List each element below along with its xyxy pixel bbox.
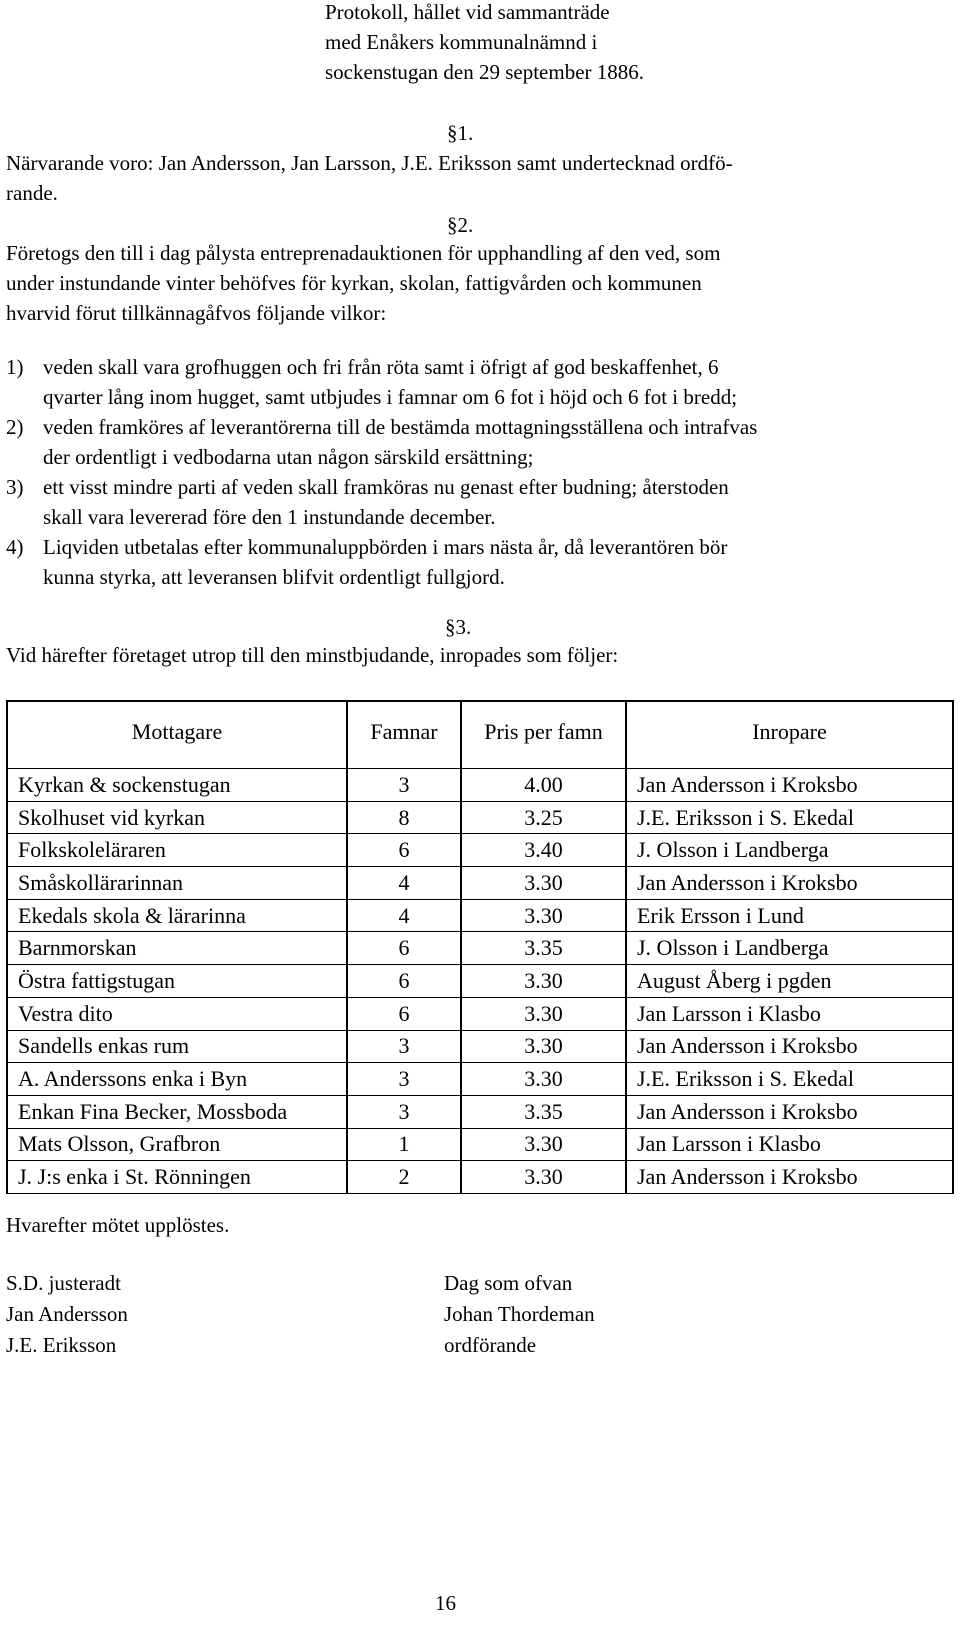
title-line: med Enåkers kommunalnämnd i <box>325 30 598 54</box>
condition-number: 1) <box>6 355 24 379</box>
signature-line: ordförande <box>444 1333 537 1357</box>
section-1-line: rande. <box>6 181 58 205</box>
table-row <box>7 834 953 867</box>
cell-recipient: Vestra dito <box>7 997 347 1030</box>
signature-line: Dag som ofvan <box>444 1271 573 1295</box>
cell-recipient: Östra fattigstugan <box>7 965 347 998</box>
signature-line: Jan Andersson <box>6 1302 128 1326</box>
table-row <box>7 899 953 932</box>
table-row <box>7 965 953 998</box>
cell-recipient: J. J:s enka i St. Rönningen <box>7 1161 347 1194</box>
table-row <box>7 1095 953 1128</box>
page-number: 16 <box>435 1591 456 1615</box>
condition-line: veden skall vara grofhuggen och fri från röta samt i öfrigt af god beskaffenhet, 6 <box>43 355 719 379</box>
protocol-title <box>325 0 644 87</box>
closing-statement: Hvarefter mötet upplöstes. <box>6 1213 230 1237</box>
table-header-row <box>7 701 953 762</box>
table-row <box>7 801 953 834</box>
cell-price: 3.40 <box>461 834 626 867</box>
cell-famnar: 4 <box>347 899 461 932</box>
section-2-line: hvarvid förut tillkännagåfvos följande vilkor: <box>6 301 387 325</box>
signature-line: Johan Thordeman <box>444 1302 595 1326</box>
cell-famnar: 6 <box>347 834 461 867</box>
cell-recipient: Folkskoleläraren <box>7 834 347 867</box>
cell-famnar: 4 <box>347 867 461 900</box>
signature-block-right <box>444 1268 595 1361</box>
section-1-mark: §1. <box>447 121 474 145</box>
title-line: sockenstugan den 29 september 1886. <box>325 60 645 84</box>
cell-bidder: Jan Andersson i Kroksbo <box>626 867 953 900</box>
cell-bidder: Jan Andersson i Kroksbo <box>626 1161 953 1194</box>
cell-price: 3.30 <box>461 1128 626 1161</box>
cell-bidder: Jan Andersson i Kroksbo <box>626 769 953 802</box>
table-row <box>7 1030 953 1063</box>
bids-table <box>6 700 954 1194</box>
cell-bidder: J.E. Eriksson i S. Ekedal <box>626 801 953 834</box>
cell-price: 3.35 <box>461 932 626 965</box>
condition-number: 4) <box>6 535 24 559</box>
cell-famnar: 6 <box>347 997 461 1030</box>
condition-line: Liqviden utbetalas efter kommunaluppbörden i mars nästa år, då leverantören bör <box>43 535 728 559</box>
cell-bidder: J. Olsson i Landberga <box>626 932 953 965</box>
cell-recipient: Skolhuset vid kyrkan <box>7 801 347 834</box>
header-bidder: Inropare <box>626 701 953 762</box>
condition-number: 3) <box>6 475 24 499</box>
table-row <box>7 997 953 1030</box>
cell-recipient: Ekedals skola & lärarinna <box>7 899 347 932</box>
cell-recipient: A. Anderssons enka i Byn <box>7 1063 347 1096</box>
cell-famnar: 3 <box>347 1063 461 1096</box>
section-2-text <box>6 238 954 328</box>
section-2-line: under instundande vinter behöfves för kyrkan, skolan, fattigvården och kommunen <box>6 271 702 295</box>
cell-price: 3.30 <box>461 965 626 998</box>
cell-price: 4.00 <box>461 769 626 802</box>
cell-price: 3.30 <box>461 867 626 900</box>
cell-bidder: Jan Andersson i Kroksbo <box>626 1095 953 1128</box>
table-row <box>7 932 953 965</box>
table-row <box>7 769 953 802</box>
cell-famnar: 8 <box>347 801 461 834</box>
header-recipient: Mottagare <box>7 701 347 762</box>
signature-line: J.E. Eriksson <box>6 1333 117 1357</box>
table-row <box>7 1161 953 1194</box>
section-3-mark: §3. <box>445 615 472 639</box>
cell-price: 3.30 <box>461 1063 626 1096</box>
table-row <box>7 867 953 900</box>
table-row <box>7 1063 953 1096</box>
cell-recipient: Barnmorskan <box>7 932 347 965</box>
cell-famnar: 1 <box>347 1128 461 1161</box>
cell-bidder: Jan Andersson i Kroksbo <box>626 1030 953 1063</box>
cell-price: 3.35 <box>461 1095 626 1128</box>
cell-famnar: 6 <box>347 932 461 965</box>
header-price: Pris per famn <box>461 701 626 762</box>
cell-famnar: 2 <box>347 1161 461 1194</box>
cell-price: 3.30 <box>461 899 626 932</box>
cell-bidder: Erik Ersson i Lund <box>626 899 953 932</box>
cell-recipient: Småskollärarinnan <box>7 867 347 900</box>
cell-bidder: Jan Larsson i Klasbo <box>626 997 953 1030</box>
section-2-mark: §2. <box>447 213 474 237</box>
section-2-line: Företogs den till i dag pålysta entreprenadauktionen för upphandling af den ved, som <box>6 241 721 265</box>
cell-famnar: 6 <box>347 965 461 998</box>
signature-line: S.D. justeradt <box>6 1271 121 1295</box>
title-line: Protokoll, hållet vid sammanträde <box>325 0 610 24</box>
cell-famnar: 3 <box>347 1030 461 1063</box>
cell-price: 3.30 <box>461 997 626 1030</box>
cell-price: 3.30 <box>461 1161 626 1194</box>
table-row <box>7 1128 953 1161</box>
section-3-intro: Vid härefter företaget utrop till den minstbjudande, inropades som följer: <box>6 643 619 667</box>
condition-line: ett visst mindre parti af veden skall framköras nu genast efter budning; återstoden <box>43 475 729 499</box>
signature-block-left <box>6 1268 128 1361</box>
cell-famnar: 3 <box>347 769 461 802</box>
section-1-line: Närvarande voro: Jan Andersson, Jan Larsson, J.E. Eriksson samt undertecknad ordfö- <box>6 151 733 175</box>
condition-line: skall vara levererad före den 1 instundande december. <box>43 505 496 529</box>
header-famnar: Famnar <box>347 701 461 762</box>
condition-number: 2) <box>6 415 24 439</box>
condition-line: der ordentligt i vedbodarna utan någon särskild ersättning; <box>43 445 534 469</box>
cell-bidder: J. Olsson i Landberga <box>626 834 953 867</box>
cell-price: 3.30 <box>461 1030 626 1063</box>
cell-recipient: Enkan Fina Becker, Mossboda <box>7 1095 347 1128</box>
condition-line: kunna styrka, att leveransen blifvit ordentligt fullgjord. <box>43 565 505 589</box>
condition-line: veden framköres af leverantörerna till de bestämda mottagningsställena och intrafvas <box>43 415 758 439</box>
cell-recipient: Mats Olsson, Grafbron <box>7 1128 347 1161</box>
condition-line: qvarter lång inom hugget, samt utbjudes i famnar om 6 fot i höjd och 6 fot i bredd; <box>43 385 738 409</box>
cell-recipient: Sandells enkas rum <box>7 1030 347 1063</box>
cell-price: 3.25 <box>461 801 626 834</box>
cell-bidder: August Åberg i pgden <box>626 965 953 998</box>
cell-bidder: Jan Larsson i Klasbo <box>626 1128 953 1161</box>
cell-bidder: J.E. Eriksson i S. Ekedal <box>626 1063 953 1096</box>
cell-famnar: 3 <box>347 1095 461 1128</box>
cell-recipient: Kyrkan & sockenstugan <box>7 769 347 802</box>
section-1-text <box>6 148 926 208</box>
